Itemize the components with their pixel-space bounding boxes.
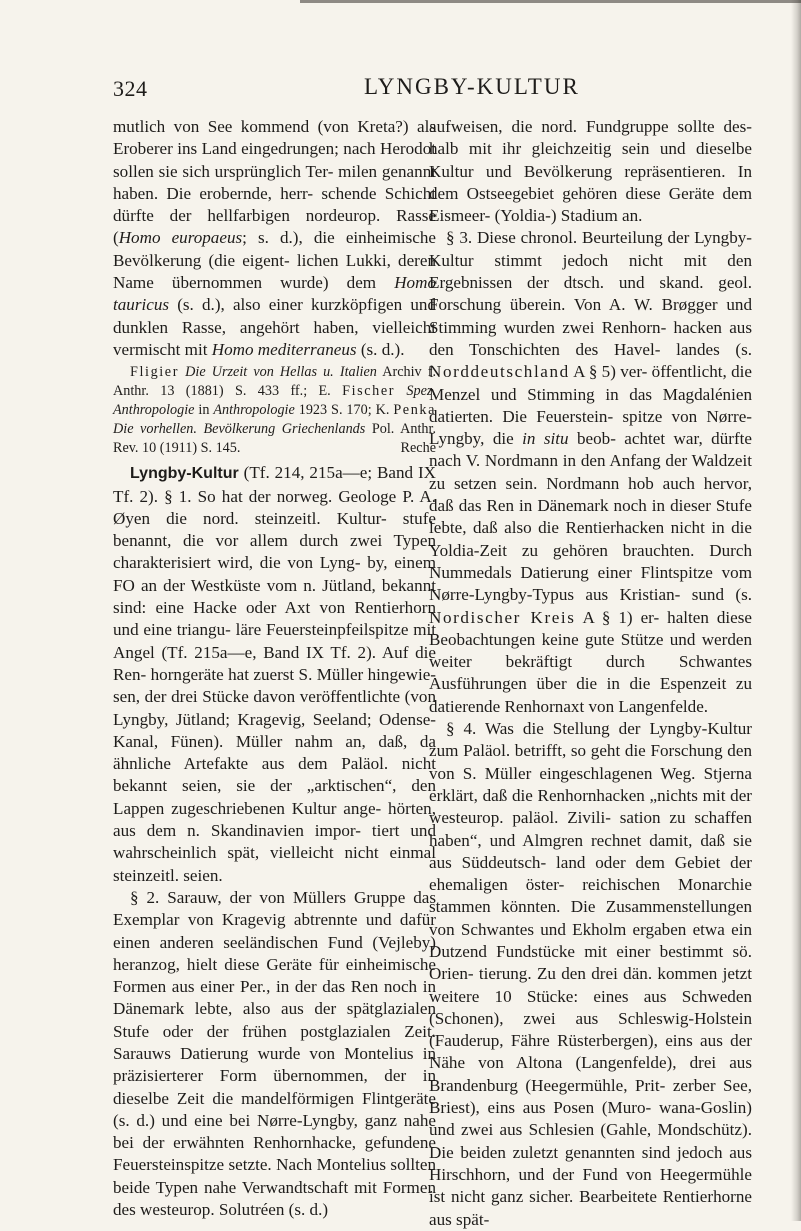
right-paragraph-1: aufweisen, die nord. Fundgruppe sollte des- halb mit ihr gleichzeitig sein und dieselbe Kultur und Bevölkerung repräsentieren. In dem Ostseegebiet gehören diese Geräte dem Eismeer- (Yoldia-) Stadium an. bbox=[429, 117, 752, 226]
running-head: LYNGBY-KULTUR bbox=[364, 74, 580, 99]
left-paragraph-section-2: § 2. Sarauw, der von Müllers Gruppe das Exemplar von Kragevig abtrennte und dafür einen anderen seeländischen Fund (Vejleby) heranzog, hielt diese Geräte für einheimische Formen aus einer Per., in der das Ren noch in Dänemark lebte, also aus der spätglazialen Stufe oder der frühen postglazialen Zeit. Sarauws Datierung wurde von Montelius in präzisierterer Form übernommen, der in dieselbe Zeit die mandelförmigen Flintgeräte (s. d.) und eine bei Nørre-Lyngby, ganz nahe bei der erwähnten Renhornhacke, gefundene Feuersteinspitze setzte. Nach Montelius sollten beide Typen nahe Verwandtschaft mit Formen des westeurop. Solutréen (s. d.) bbox=[113, 887, 436, 1220]
page-number: 324 bbox=[113, 76, 148, 101]
entry-title: Lyngby-Kultur bbox=[130, 465, 239, 483]
bibliography-references: Fligier Die Urzeit von Hellas u. Italien Archiv f. Anthr. 13 (1881) S. 433 ff.; E. Fischer Spez. Anthropologie in Anthropologie 1923 S. 170; K. Penka Die vorhellen. Bevölkerung Griechenlands Pol. Anthr. Rev. 10 (1911) S. 145. Reche bbox=[113, 364, 437, 457]
left-column bbox=[113, 116, 436, 1221]
right-paragraph-section-4: § 4. Was die Stellung der Lyngby-Kultur zum Paläol. betrifft, so geht die Forschung den von S. Müller eingeschlagenen Weg. Stjerna erklärt, daß die Renhornhacken „nichts mit der westeurop. paläol. Zivili- sation zu schaffen haben“, und Almgren rechnet damit, daß sie aus Süddeutsch- land oder dem Gebiet der ehemaligen öster- reichischen Monarchie stammen könnten. Die Zusammenstellungen von Schwantes und Ekholm ergaben etwa ein Dutzend Fundstücke mit einer bestimmt sö. Orien- tierung. Zu den drei dän. kommen jetzt weitere 10 Stücke: eines aus Schweden (Schonen), zwei aus Schleswig-Holstein (Fauderup, Fähre Rüsterbergen), eins aus der Nähe von Altona (Langenfelde), drei aus Brandenburg (Heegermühle, Prit- zerber See, Briest), eins aus Posen (Muro- wana-Goslin) und zwei aus Schlesien (Gahle, Mondschütz). Die beiden zuletzt genannten sind jedoch aus Hirschhorn, und der Fund von Heegermühle ist nicht ganz sicher. Bearbeitete Rentierhorne aus spät- bbox=[429, 719, 752, 1229]
left-paragraph-entry: Lyngby-Kultur (Tf. 214, 215a—e; Band IX Tf. 2). § 1. So hat der norweg. Geologe P. A. Øyen die nord. steinzeitl. Kultur- stufe benannt, die vor allem durch zwei Typen charakterisiert wird, die von Lyng- by, einem FO an der Westküste vom n. Jütland, bekannt sind: eine Hacke oder Axt von Rentierhorn und eine triangu- läre Feuersteinpfeilspitze mit Angel (Tf. 215a—e, Band IX Tf. 2). Auf die Ren- horngeräte hat zuerst S. Müller hingewie- sen, der drei Stücke davon veröffentlichte (von Lyngby, Jütland; Kragevig, Seeland; Odense-Kanal, Fünen). Müller nahm an, daß, da ähnliche Artefakte aus dem Paläol. nicht bekannt seien, sie der „arktischen“, den Lappen zugeschriebenen Kultur ange- hörten, aus dem n. Skandinavien impor- tiert und wahrscheinlich spät, vielleicht nicht einmal steinzeitl. seien. bbox=[113, 463, 436, 885]
left-paragraph-1: mutlich von See kommend (von Kreta?) als Eroberer ins Land eingedrungen; nach Herodot sollen sie sich ursprünglich Ter- milen genannt haben. Die erobernde, herr- schende Schicht dürfte der hellfarbigen nordeurop. Rasse (Homo europaeus; s. d.), die einheimische Bevölkerung (die eigent- lichen Lukki, deren Name übernommen wurde) dem Homo tauricus (s. d.), also einer kurzköpfigen und dunklen Rasse, angehört haben, vielleicht vermischt mit Homo mediterraneus (s. d.). bbox=[113, 117, 437, 359]
page-header bbox=[113, 74, 753, 108]
right-column bbox=[429, 116, 752, 1231]
page-edge-shadow bbox=[791, 0, 801, 1221]
top-edge-rule bbox=[300, 0, 801, 3]
right-paragraph-section-3: § 3. Diese chronol. Beurteilung der Lyngby-Kultur stimmt jedoch nicht mit den Ergebnissen der dtsch. und skand. geol. Forschung überein. Von A. W. Brøgger und Stimming wurden zwei Renhorn- hacken aus den Tonschichten des Havel- landes (s. Norddeutschland A § 5) ver- öffentlicht, die Menzel und Stimming in das Magdalénien datierten. Die Feuerstein- spitze von Nørre-Lyngby, die in situ beob- achtet war, dürfte nach V. Nordmann in den Anfang der Waldzeit zu setzen sein. Nordmann hob auch hervor, daß das Ren in Dänemark noch in dieser Stufe lebte, daß also die Rentierhacken nicht in die Yoldia-Zeit zu gehören brauchten. Durch Nummedals Datierung einer Flintspitze vom Nørre-Lyngby-Typus aus Kristian- sund (s. Nordischer Kreis A § 1) er- halten diese Beobachtungen keine gute Stütze und werden weiter bekräftigt durch Schwantes Ausführungen über die in die Espenzeit zu datierende Renhornaxt von Langenfelde. bbox=[429, 228, 752, 716]
author-signature: Reche bbox=[400, 440, 436, 457]
